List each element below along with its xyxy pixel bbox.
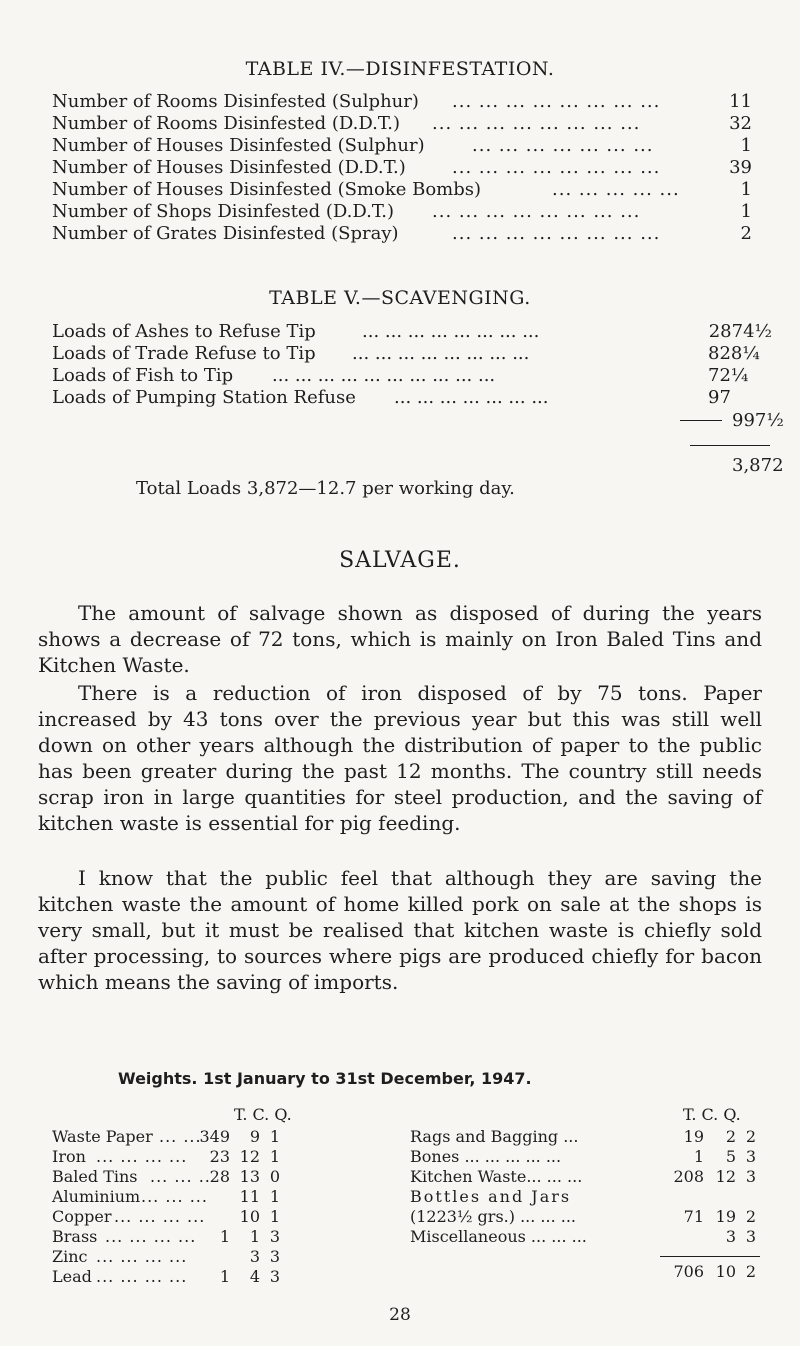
weights-left-row: Zinc ... ... ... ... 3 3: [52, 1247, 280, 1266]
table-v-total: 3,872: [732, 455, 784, 476]
table-v-row: Loads of Trade Refuse to Tip ... ... ... ... ... ... ... ... 828¼: [52, 343, 760, 364]
table-v-row: Loads of Pumping Station Refuse ... ... ... ... ... ... ... 97: [52, 387, 731, 408]
table-iv-row: Number of Houses Disinfested (Sulphur) ... ... ... ... ... ... ... 1: [52, 135, 752, 156]
table-iv-row: Number of Rooms Disinfested (Sulphur) ... ... ... ... ... ... ... ... 11: [52, 91, 752, 112]
salvage-heading: SALVAGE.: [339, 548, 461, 573]
total-rule: [690, 445, 770, 446]
weights-left-row: Lead ... ... ... ... 1 4 3: [52, 1267, 280, 1286]
table-iv-row: Number of Grates Disinfested (Spray) ... ... ... ... ... ... ... ... 2: [52, 223, 752, 244]
weights-right-row: Bottles and Jars: [410, 1187, 572, 1206]
table-iv-row: Number of Rooms Disinfested (D.D.T.) ... ... ... ... ... ... ... ... 32: [52, 113, 752, 134]
weights-left-row: Iron ... ... ... ... 23 12 1: [52, 1147, 280, 1166]
weights-units-right: T. C. Q.: [683, 1105, 741, 1124]
salvage-paragraph: The amount of salvage shown as disposed of during the years shows a decrease of 72 tons, which is mainly on Iron Baled Tins and Kitchen Waste.: [38, 601, 762, 677]
table-iv-row: Number of Houses Disinfested (D.D.T.) ... ... ... ... ... ... ... ... 39: [52, 157, 752, 178]
salvage-paragraph: There is a reduction of iron disposed of by 75 tons. Paper increased by 43 tons over the previous year but this was still well down on other years although the distribution of paper to the public has been greater during the past 12 months. The country still needs scrap iron in large quantities for steel production, and the saving of kitchen waste is essential for pig feeding.: [38, 681, 762, 835]
weights-left-row: Aluminium ... ... ... 11 1: [52, 1187, 280, 1206]
document-page: TABLE IV.—DISINFESTATION. Number of Rooms Disinfested (Sulphur) ... ... ... ... ... ... ... ... 11 Number of Rooms Disinfested (D.D.T.) ... ... ... ... ... ... ... ... 32 Number of Houses Disinfested (Sulphur) ... ... ... ... ... ... ... 1 Number of Houses Disinfested (D.D.T.) ... ... ... ... ... ... ... ... 39 Number of Houses Disinfested (Smoke Bombs) ... ... ... ... ... 1 Number of Shops Disinfested (D.D.T.) ... ... ... ... ... ... ... ... 1 Number of Grates Disinfested (Spray) ... ... ... ... ... ... ... ... 2 TABLE V.—SCAVENGING. Loads of Ashes to Refuse Tip ... ... ... ... ... ... ... ... 2874½ Loads of Trade Refuse to Tip ... ... ... ... ... ... ... ... 828¼ Loads of Fish to Tip ... ... ... ... ... ... ... ... ... ... 72¼ Loads of Pumping Station Refuse ... ... ... ... ... ... ... 97 997½ 3,872 Total Loads 3,872—12.7 per working day. SALVAGE. The amount of salvage shown as disposed of during the years shows a decrease of 72 tons, which is mainly on Iron Baled Tins and Kitchen Waste. There is a reduction of iron disposed of by 75 tons. Paper increased by 43 tons over the previous year but this was still well down on other years although the distribution of paper to the public has been greater during the past 12 months. The country still needs scrap iron in large quantities for steel production, and the saving of kitchen waste is essential for pig feeding. I know that the public feel that although they are saving the kitchen waste the amount of home killed pork on sale at the shops is very small, but it must be realised that kitchen waste is chiefly sold after processing, to sources where pigs are produced chiefly for bacon which means the saving of imports. Weights. 1st January to 31st December, 1947. T. C. Q. T. C. Q. Waste Paper ... ... 349 9 1 Iron ... ... ... ... 23 12 1 Baled Tins ... ... .. 28 13 0 Aluminium ... ... ... 11 1 Copper ... ... ... ... 10 1 Brass ... ... ... ... 1 1 3 Zinc ... ... ... ... 3 3 Lead ... ... ... ... 1 4 3 Rags and Bagging ... 19 2 2 Bones ... ... ... ... ... 1 5 3 Kitchen Waste... ... ... 208 12 3 Bottles and Jars (1223½ grs.) ... ... ... 71 19 2 Miscellaneous ... ... ... 3 3 706 10 2 28: [0, 0, 800, 1346]
weights-right-row: Kitchen Waste... ... ... 208 12 3: [410, 1167, 756, 1186]
table-iv-row: Number of Houses Disinfested (Smoke Bombs) ... ... ... ... ... 1: [52, 179, 752, 200]
weights-right-row: Bones ... ... ... ... ... 1 5 3: [410, 1147, 756, 1166]
table-v-total-line: Total Loads 3,872—12.7 per working day.: [136, 478, 515, 499]
table-v-row: Loads of Ashes to Refuse Tip ... ... ... ... ... ... ... ... 2874½: [52, 321, 772, 342]
table-v-subtotal: 997½: [732, 410, 784, 431]
weights-left-row: Waste Paper ... ... 349 9 1: [52, 1127, 280, 1146]
table-iv-row: Number of Shops Disinfested (D.D.T.) ... ... ... ... ... ... ... ... 1: [52, 201, 752, 222]
page-number: 28: [389, 1305, 411, 1325]
weights-left-row: Baled Tins ... ... .. 28 13 0: [52, 1167, 280, 1186]
weights-total-rule: [660, 1256, 760, 1257]
salvage-paragraph: I know that the public feel that although they are saving the kitchen waste the amount of home killed pork on sale at the shops is very small, but it must be realised that kitchen waste is chiefly sold after processing, to sources where pigs are produced chiefly for bacon which means the saving of imports.: [38, 866, 762, 994]
table-v-title: TABLE V.—SCAVENGING.: [269, 287, 531, 309]
weights-units-left: T. C. Q.: [234, 1105, 292, 1124]
weights-left-row: Brass ... ... ... ... 1 1 3: [52, 1227, 280, 1246]
weights-right-row: Miscellaneous ... ... ... 3 3: [410, 1227, 756, 1246]
weights-title: Weights. 1st January to 31st December, 1947.: [118, 1069, 532, 1088]
weights-right-row: Rags and Bagging ... 19 2 2: [410, 1127, 756, 1146]
table-iv-title: TABLE IV.—DISINFESTATION.: [245, 58, 555, 80]
weights-right-row: (1223½ grs.) ... ... ... 71 19 2: [410, 1207, 756, 1226]
weights-left-row: Copper ... ... ... ... 10 1: [52, 1207, 280, 1226]
table-v-row: Loads of Fish to Tip ... ... ... ... ... ... ... ... ... ... 72¼: [52, 365, 749, 386]
